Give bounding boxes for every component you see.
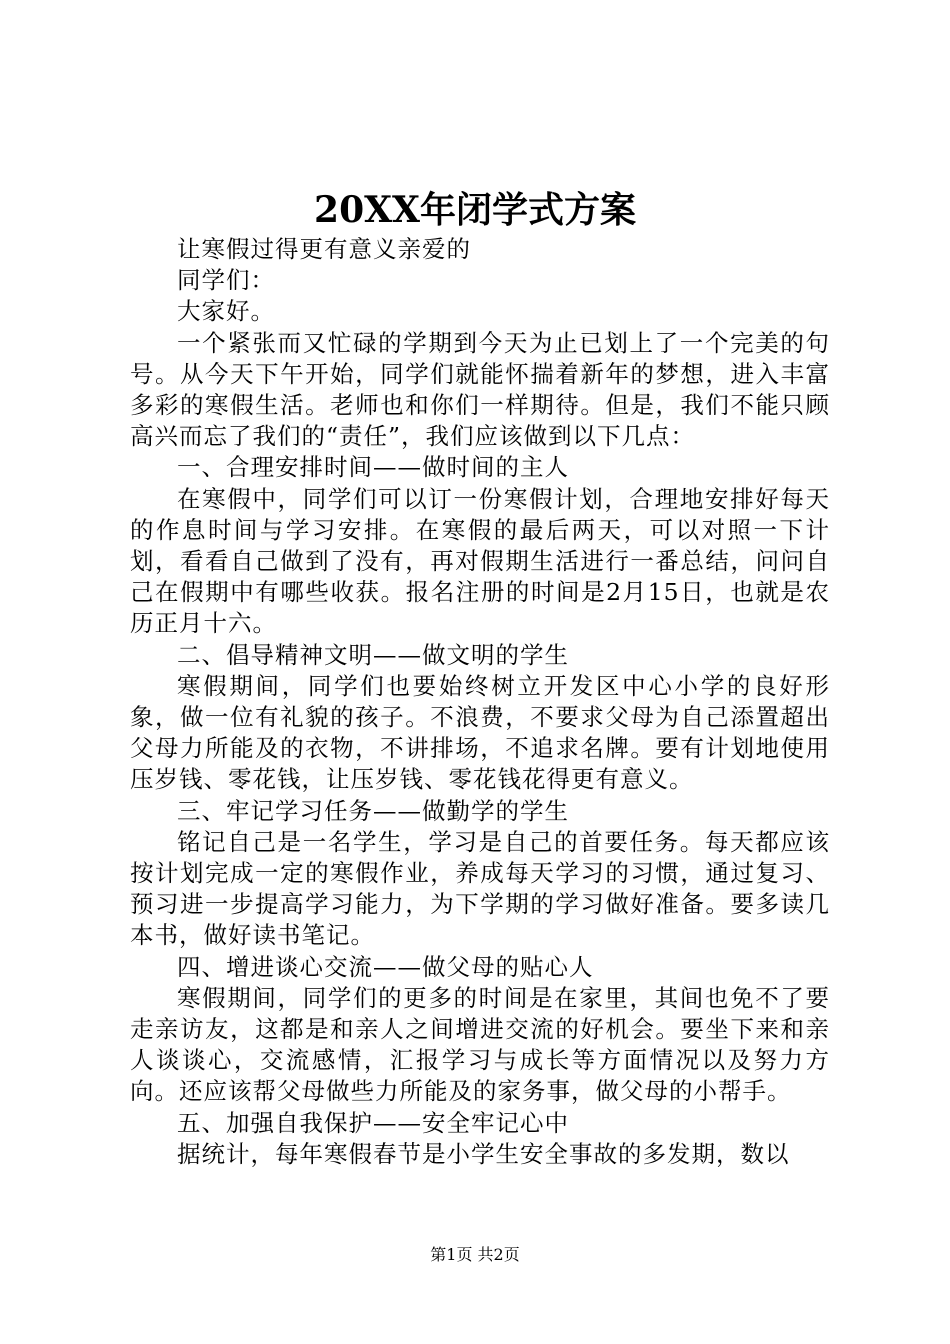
paragraph-section-2: 寒假期间，同学们也要始终树立开发区中心小学的良好形象，做一位有礼貌的孩子。不浪费，不要求父母为自己添置超出父母力所能及的衣物，不讲排场，不追求名牌。要有计划地使用压岁钱、零花钱，让压岁钱、零花钱花得更有意义。 bbox=[130, 671, 830, 794]
section-heading-4: 四、增进谈心交流——做父母的贴心人 bbox=[177, 952, 594, 981]
paragraph-section-3: 铭记自己是一名学生，学习是自己的首要任务。每天都应该按计划完成一定的寒假作业，养成每天学习的习惯，通过复习、预习进一步提高学习能力，为下学期的学习做好准备。要多读几本书，做好读书笔记。 bbox=[130, 827, 830, 950]
paragraph-section-4: 寒假期间，同学们的更多的时间是在家里，其间也免不了要走亲访友，这都是和亲人之间增进交流的好机会。要坐下来和亲人谈谈心，交流感情，汇报学习与成长等方面情况以及努力方向。还应该帮父母做些力所能及的家务事，做父母的小帮手。 bbox=[130, 983, 830, 1106]
section-heading-1: 一、合理安排时间——做时间的主人 bbox=[177, 453, 569, 482]
paragraph-hello: 大家好。 bbox=[177, 297, 275, 326]
paragraph-intro: 一个紧张而又忙碌的学期到今天为止已划上了一个完美的句号。从今天下午开始，同学们就能怀揣着新年的梦想，进入丰富多彩的寒假生活。老师也和你们一样期待。但是，我们不能只顾高兴而忘了我们的“责任”，我们应该做到以下几点： bbox=[130, 328, 830, 451]
paragraph-greeting-line-2: 同学们： bbox=[177, 266, 275, 295]
section-heading-3: 三、牢记学习任务——做勤学的学生 bbox=[177, 796, 569, 825]
paragraph-section-1: 在寒假中，同学们可以订一份寒假计划，合理地安排好每天的作息时间与学习安排。在寒假的最后两天，可以对照一下计划，看看自己做到了没有，再对假期生活进行一番总结，问问自己在假期中有哪些收获。报名注册的时间是2月15日，也就是农历正月十六。 bbox=[130, 484, 830, 638]
document-body bbox=[130, 234, 830, 1170]
section-heading-5: 五、加强自我保护——安全牢记心中 bbox=[177, 1108, 569, 1137]
paragraph-section-5: 据统计，每年寒假春节是小学生安全事故的多发期，数以 bbox=[177, 1139, 790, 1168]
section-heading-2: 二、倡导精神文明——做文明的学生 bbox=[177, 640, 569, 669]
page-footer: 第1页 共2页 bbox=[430, 1245, 520, 1264]
document-title: 20XX年闭学式方案 bbox=[314, 189, 636, 231]
paragraph-greeting-line-1: 让寒假过得更有意义亲爱的 bbox=[177, 235, 471, 263]
